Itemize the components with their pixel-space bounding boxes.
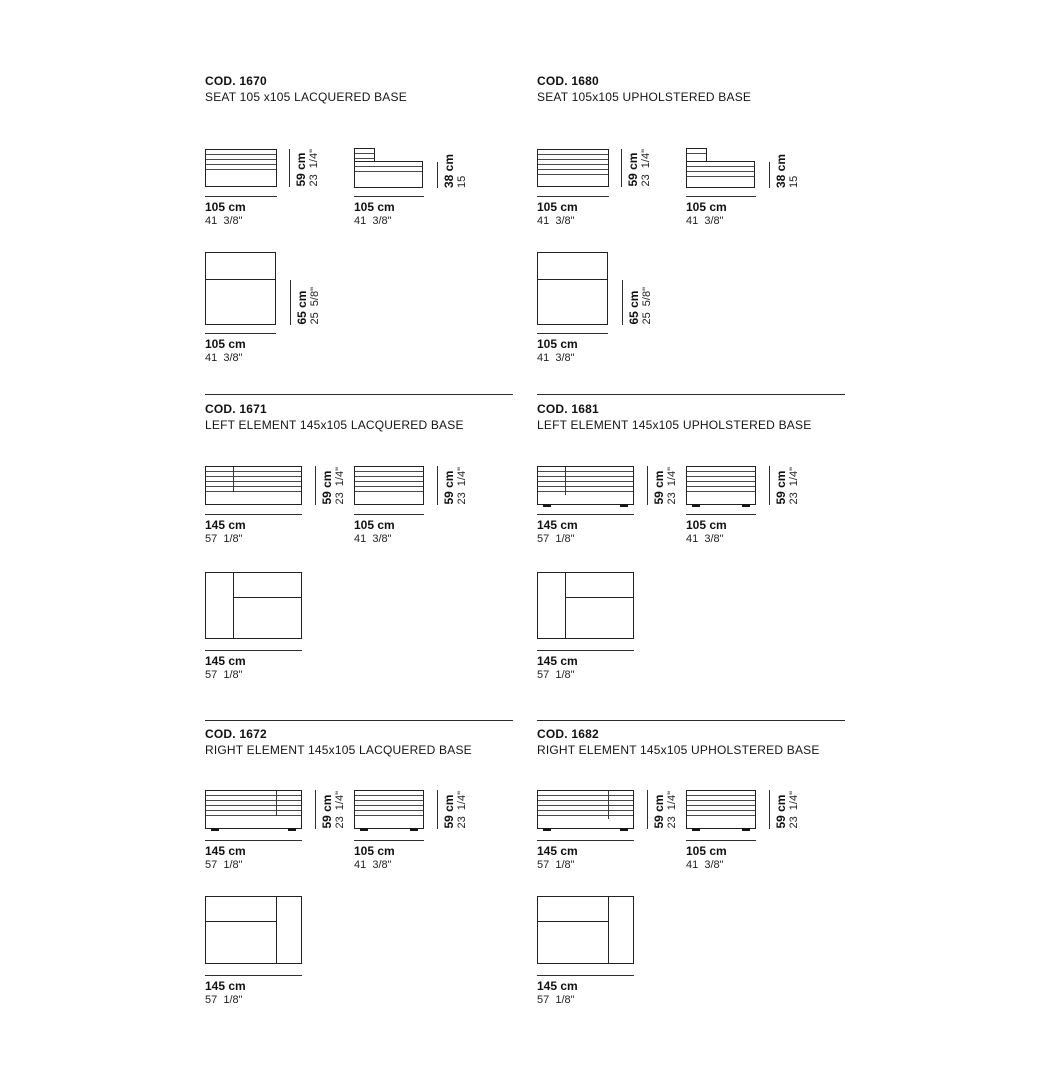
- top-view-drawing: [537, 572, 634, 639]
- width-in-label: 41 3/8": [354, 859, 392, 871]
- dimension-line: [354, 196, 424, 197]
- side-view-drawing: [686, 466, 756, 505]
- top-view-drawing: [205, 896, 302, 964]
- height-in-label: 23 1/4": [666, 791, 678, 829]
- dimension-line: [205, 650, 302, 651]
- product-code: COD. 1671: [205, 402, 267, 416]
- height-cm-label: 59 cm: [294, 152, 308, 187]
- depth-cm-label: 65 cm: [627, 290, 641, 325]
- width-in-label: 41 3/8": [205, 215, 243, 227]
- height-dimension: [437, 466, 469, 505]
- height-cm-label: 59 cm: [320, 470, 334, 505]
- section-cod-1670: [205, 75, 527, 395]
- width-in-label: 57 1/8": [205, 533, 243, 545]
- height-cm-label: 59 cm: [652, 794, 666, 829]
- dimension-line: [622, 280, 623, 325]
- height-cm-label: 59 cm: [626, 152, 640, 187]
- height-in-label: 23 1/4": [788, 791, 800, 829]
- width-cm-label: 105 cm: [354, 518, 395, 532]
- backrest-split-line: [206, 279, 275, 280]
- seat-height-dimension: [437, 153, 469, 188]
- width-cm-label: 105 cm: [537, 337, 578, 351]
- section-cod-1671: [205, 403, 527, 723]
- width-cm-label: 105 cm: [686, 518, 727, 532]
- dimension-line: [205, 514, 302, 515]
- width-cm-label: 105 cm: [686, 844, 727, 858]
- foot-glide: [620, 504, 628, 507]
- height-in-label: 23 1/4": [456, 791, 468, 829]
- foot-glide: [692, 828, 700, 831]
- dimension-line: [769, 162, 770, 188]
- width-in-label: 57 1/8": [205, 669, 243, 681]
- backrest-split-line: [206, 921, 276, 922]
- backrest-profile: [686, 148, 707, 162]
- side-view-drawing: [354, 790, 424, 829]
- product-code: COD. 1670: [205, 74, 267, 88]
- foot-glide: [410, 828, 418, 831]
- width-cm-label: 145 cm: [537, 844, 578, 858]
- front-view-drawing: [537, 790, 634, 829]
- top-view-drawing: [537, 252, 608, 325]
- dimension-line: [537, 650, 634, 651]
- height-in-label: 23 1/4": [666, 467, 678, 505]
- height-dimension: [647, 466, 679, 505]
- backrest-split-line: [538, 921, 608, 922]
- dimension-line: [686, 514, 756, 515]
- dimension-line: [686, 196, 756, 197]
- height-cm-label: 59 cm: [320, 794, 334, 829]
- height-dimension: [647, 790, 679, 829]
- section-cod-1681: [537, 403, 859, 723]
- front-view-drawing: [205, 149, 277, 187]
- height-in-label: 15: [788, 175, 800, 188]
- seat-profile: [354, 161, 423, 188]
- width-cm-label: 105 cm: [205, 337, 246, 351]
- height-in-label: 23 1/4": [334, 791, 346, 829]
- armrest-divider-line: [565, 573, 566, 638]
- width-cm-label: 105 cm: [354, 200, 395, 214]
- cushion-seam-lines: [355, 149, 374, 161]
- height-in-label: 23 1/4": [308, 149, 320, 187]
- dimension-line: [769, 466, 770, 505]
- height-in-label: 23 1/4": [334, 467, 346, 505]
- width-in-label: 41 3/8": [686, 859, 724, 871]
- backrest-split-line: [233, 597, 301, 598]
- foot-glide: [620, 828, 628, 831]
- height-in-label: 23 1/4": [456, 467, 468, 505]
- depth-in-label: 25 5/8": [309, 287, 321, 325]
- top-view-drawing: [205, 572, 302, 639]
- dimension-line: [537, 514, 634, 515]
- height-dimension: [621, 149, 653, 187]
- dimension-line: [537, 840, 634, 841]
- section-cod-1682: [537, 728, 859, 1048]
- height-cm-label: 38 cm: [442, 153, 456, 188]
- depth-dimension: [290, 280, 322, 325]
- armrest-divider-line: [233, 573, 234, 638]
- foot-glide: [742, 828, 750, 831]
- dimension-line: [537, 975, 634, 976]
- dimension-line: [289, 149, 290, 187]
- backrest-split-line: [565, 597, 633, 598]
- foot-glide: [211, 828, 219, 831]
- product-description: SEAT 105x105 UPHOLSTERED BASE: [537, 90, 752, 104]
- cushion-seam-lines: [355, 162, 422, 176]
- front-view-drawing: [205, 790, 302, 829]
- cushion-seam-lines: [538, 150, 608, 179]
- height-dimension: [769, 790, 801, 829]
- cushion-seam-lines: [206, 791, 301, 816]
- height-dimension: [289, 149, 321, 187]
- width-in-label: 57 1/8": [537, 669, 575, 681]
- backrest-split-line: [538, 279, 607, 280]
- dimension-line: [621, 149, 622, 187]
- dimension-line: [437, 466, 438, 505]
- depth-in-label: 25 5/8": [641, 287, 653, 325]
- dimension-line: [537, 333, 608, 334]
- foot-glide: [360, 828, 368, 831]
- product-code: COD. 1681: [537, 402, 599, 416]
- width-in-label: 41 3/8": [354, 533, 392, 545]
- product-description: LEFT ELEMENT 145x105 LACQUERED BASE: [205, 418, 464, 432]
- height-dimension: [315, 790, 347, 829]
- dimension-line: [437, 790, 438, 829]
- dimension-line: [315, 790, 316, 829]
- seat-profile: [686, 161, 755, 188]
- height-cm-label: 59 cm: [442, 794, 456, 829]
- width-cm-label: 105 cm: [354, 844, 395, 858]
- height-cm-label: 59 cm: [652, 470, 666, 505]
- width-cm-label: 145 cm: [537, 654, 578, 668]
- width-cm-label: 145 cm: [205, 979, 246, 993]
- width-in-label: 41 3/8": [537, 352, 575, 364]
- armrest-divider-line: [608, 897, 609, 963]
- foot-glide: [543, 504, 551, 507]
- armrest-divider-line: [276, 897, 277, 963]
- width-in-label: 57 1/8": [205, 994, 243, 1006]
- dimension-line: [647, 466, 648, 505]
- seat-height-dimension: [769, 153, 801, 188]
- width-in-label: 41 3/8": [205, 352, 243, 364]
- width-in-label: 41 3/8": [537, 215, 575, 227]
- front-view-drawing: [537, 149, 609, 187]
- width-cm-label: 145 cm: [205, 844, 246, 858]
- height-dimension: [315, 466, 347, 505]
- dimension-line: [537, 196, 609, 197]
- width-in-label: 57 1/8": [537, 994, 575, 1006]
- foot-glide: [288, 828, 296, 831]
- width-cm-label: 145 cm: [537, 979, 578, 993]
- dimension-line: [437, 162, 438, 188]
- cushion-seam-lines: [687, 467, 755, 495]
- cushion-divider-line: [233, 467, 234, 492]
- depth-cm-label: 65 cm: [295, 290, 309, 325]
- width-cm-label: 105 cm: [686, 200, 727, 214]
- dimension-line: [205, 975, 302, 976]
- width-in-label: 57 1/8": [537, 533, 575, 545]
- top-view-drawing: [205, 252, 276, 325]
- side-view-drawing: [686, 148, 755, 188]
- section-cod-1672: [205, 728, 527, 1048]
- width-in-label: 41 3/8": [686, 215, 724, 227]
- dimension-line: [769, 790, 770, 829]
- cushion-seam-lines: [687, 149, 706, 155]
- dimension-line: [354, 514, 424, 515]
- dimension-line: [686, 840, 756, 841]
- cushion-seam-lines: [687, 791, 755, 819]
- width-in-label: 41 3/8": [686, 533, 724, 545]
- dimension-line: [647, 790, 648, 829]
- width-in-label: 41 3/8": [354, 215, 392, 227]
- dimension-line: [205, 840, 302, 841]
- product-description: RIGHT ELEMENT 145x105 LACQUERED BASE: [205, 743, 472, 757]
- height-cm-label: 38 cm: [774, 153, 788, 188]
- dimension-line: [290, 280, 291, 325]
- section-cod-1680: [537, 75, 859, 395]
- cushion-seam-lines: [538, 467, 633, 495]
- side-view-drawing: [354, 148, 423, 188]
- depth-dimension: [622, 280, 654, 325]
- dimension-line: [315, 466, 316, 505]
- width-cm-label: 145 cm: [205, 518, 246, 532]
- width-cm-label: 145 cm: [205, 654, 246, 668]
- cushion-divider-line: [276, 791, 277, 816]
- front-view-drawing: [537, 466, 634, 505]
- width-cm-label: 105 cm: [537, 200, 578, 214]
- cushion-seam-lines: [687, 162, 754, 181]
- cushion-seam-lines: [538, 791, 633, 819]
- width-cm-label: 145 cm: [537, 518, 578, 532]
- dimension-line: [205, 333, 276, 334]
- product-code: COD. 1672: [205, 727, 267, 741]
- cushion-seam-lines: [355, 467, 423, 492]
- cushion-seam-lines: [355, 791, 423, 816]
- product-description: LEFT ELEMENT 145x105 UPHOLSTERED BASE: [537, 418, 812, 432]
- cushion-seam-lines: [206, 150, 276, 174]
- front-view-drawing: [205, 466, 302, 505]
- backrest-profile: [354, 148, 375, 162]
- width-cm-label: 105 cm: [205, 200, 246, 214]
- width-in-label: 57 1/8": [537, 859, 575, 871]
- width-in-label: 57 1/8": [205, 859, 243, 871]
- foot-glide: [543, 828, 551, 831]
- height-cm-label: 59 cm: [774, 470, 788, 505]
- foot-glide: [692, 504, 700, 507]
- top-view-drawing: [537, 896, 634, 964]
- height-in-label: 15: [456, 175, 468, 188]
- cushion-seam-lines: [206, 467, 301, 492]
- dimension-line: [205, 196, 277, 197]
- product-description: RIGHT ELEMENT 145x105 UPHOLSTERED BASE: [537, 743, 820, 757]
- product-description: SEAT 105 x105 LACQUERED BASE: [205, 90, 407, 104]
- side-view-drawing: [354, 466, 424, 505]
- cushion-divider-line: [565, 467, 566, 495]
- height-in-label: 23 1/4": [788, 467, 800, 505]
- product-code: COD. 1680: [537, 74, 599, 88]
- cushion-divider-line: [608, 791, 609, 819]
- height-dimension: [769, 466, 801, 505]
- height-cm-label: 59 cm: [442, 470, 456, 505]
- foot-glide: [742, 504, 750, 507]
- height-in-label: 23 1/4": [640, 149, 652, 187]
- product-code: COD. 1682: [537, 727, 599, 741]
- side-view-drawing: [686, 790, 756, 829]
- height-cm-label: 59 cm: [774, 794, 788, 829]
- height-dimension: [437, 790, 469, 829]
- dimension-line: [354, 840, 424, 841]
